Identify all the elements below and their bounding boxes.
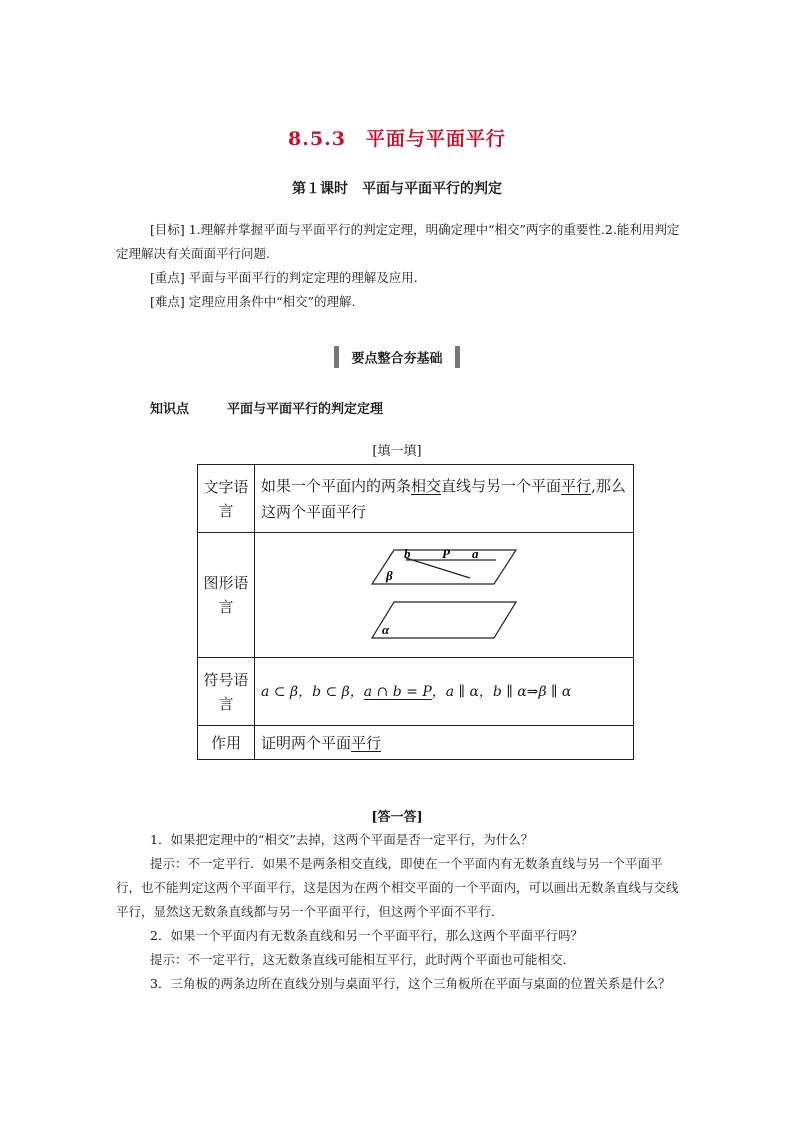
qa-heading: [答一答]: [371, 810, 423, 825]
objective-text: [目标] 1.理解并掌握平面与平面平行的判定定理，明确定理中“相交”两字的重要性.2.能利用判定定理解决有关面面平行问题.: [116, 222, 680, 261]
blank-intersect: 相交: [411, 476, 442, 495]
blank-intersection: a ∩ b = P: [363, 683, 432, 700]
left-bar-decoration: [334, 346, 339, 368]
row-label-function: 作用: [198, 726, 255, 760]
label-b: b: [404, 546, 411, 561]
row-label-graphic-language: 图形语言: [198, 533, 255, 658]
lesson-subtitle: 第１课时 平面与平面平行的判定: [292, 181, 502, 197]
parallel-planes-figure: [256, 534, 632, 652]
table-row: [198, 658, 634, 726]
question-2: 2．如果一个平面内有无数条直线和另一个平面平行，那么这两个平面平行吗？: [150, 928, 583, 943]
label-alpha: α: [382, 622, 390, 637]
plane-alpha: [372, 602, 516, 638]
table-row: [198, 465, 634, 533]
knowledge-label: 知识点: [150, 402, 190, 417]
key-point-text: [重点] 平面与平面平行的判定定理的理解及应用.: [150, 270, 418, 285]
row-label-text-language: 文字语言: [198, 465, 255, 533]
text-language-content: 如果一个平面内的两条相交直线与另一个平面平行,那么这两个平面平行: [255, 465, 634, 533]
symbol-language-content: a ⊂ β，b ⊂ β，a ∩ b = P，a ∥ α，b ∥ α⇒β ∥ α: [255, 658, 634, 726]
question-1: 1．如果把定理中的“相交”去掉，这两个平面是否一定平行，为什么？: [150, 832, 534, 847]
answer-2: 提示：不一定平行，这无数条直线可能相互平行，此时两个平面也可能相交．: [150, 952, 576, 967]
table-row: [198, 726, 634, 760]
blank-parallel-function: 平行: [351, 733, 382, 752]
section-title: 要点整合夯基础: [351, 351, 443, 367]
difficulty-text: [难点] 定理应用条件中“相交”的理解.: [150, 294, 356, 309]
theorem-table: [197, 464, 634, 760]
label-a: a: [472, 546, 479, 561]
label-p: P: [442, 546, 450, 561]
label-beta: β: [386, 568, 393, 583]
table-row: [198, 533, 634, 658]
function-content: 证明两个平面平行: [255, 726, 634, 760]
row-label-symbol-language: 符号语言: [198, 658, 255, 726]
line-b: [406, 558, 470, 578]
question-3: 3．三角板的两条边所在直线分别与桌面平行，这个三角板所在平面与桌面的位置关系是什么？: [150, 976, 671, 991]
knowledge-name: 平面与平面平行的判定定理: [227, 402, 384, 417]
knowledge-point-heading: [150, 398, 383, 417]
blank-parallel: 平行: [561, 476, 592, 495]
section-header: [0, 346, 794, 368]
fill-in-heading: [填一填]: [372, 444, 422, 459]
answer-1: 提示：不一定平行．如果不是两条相交直线，即使在一个平面内有无数条直线与另一个平面平行，也不能判定这两个平面平行，这是因为在两个相交平面的一个平面内，可以画出无数条直线与交线平行，显然这无数条直线都与另一个平面平行，但这两个平面不平行．: [116, 856, 679, 919]
figure-cell: [255, 533, 634, 658]
right-bar-decoration: [455, 346, 460, 368]
page-title: 8.5.3 平面与平面平行: [288, 128, 506, 150]
